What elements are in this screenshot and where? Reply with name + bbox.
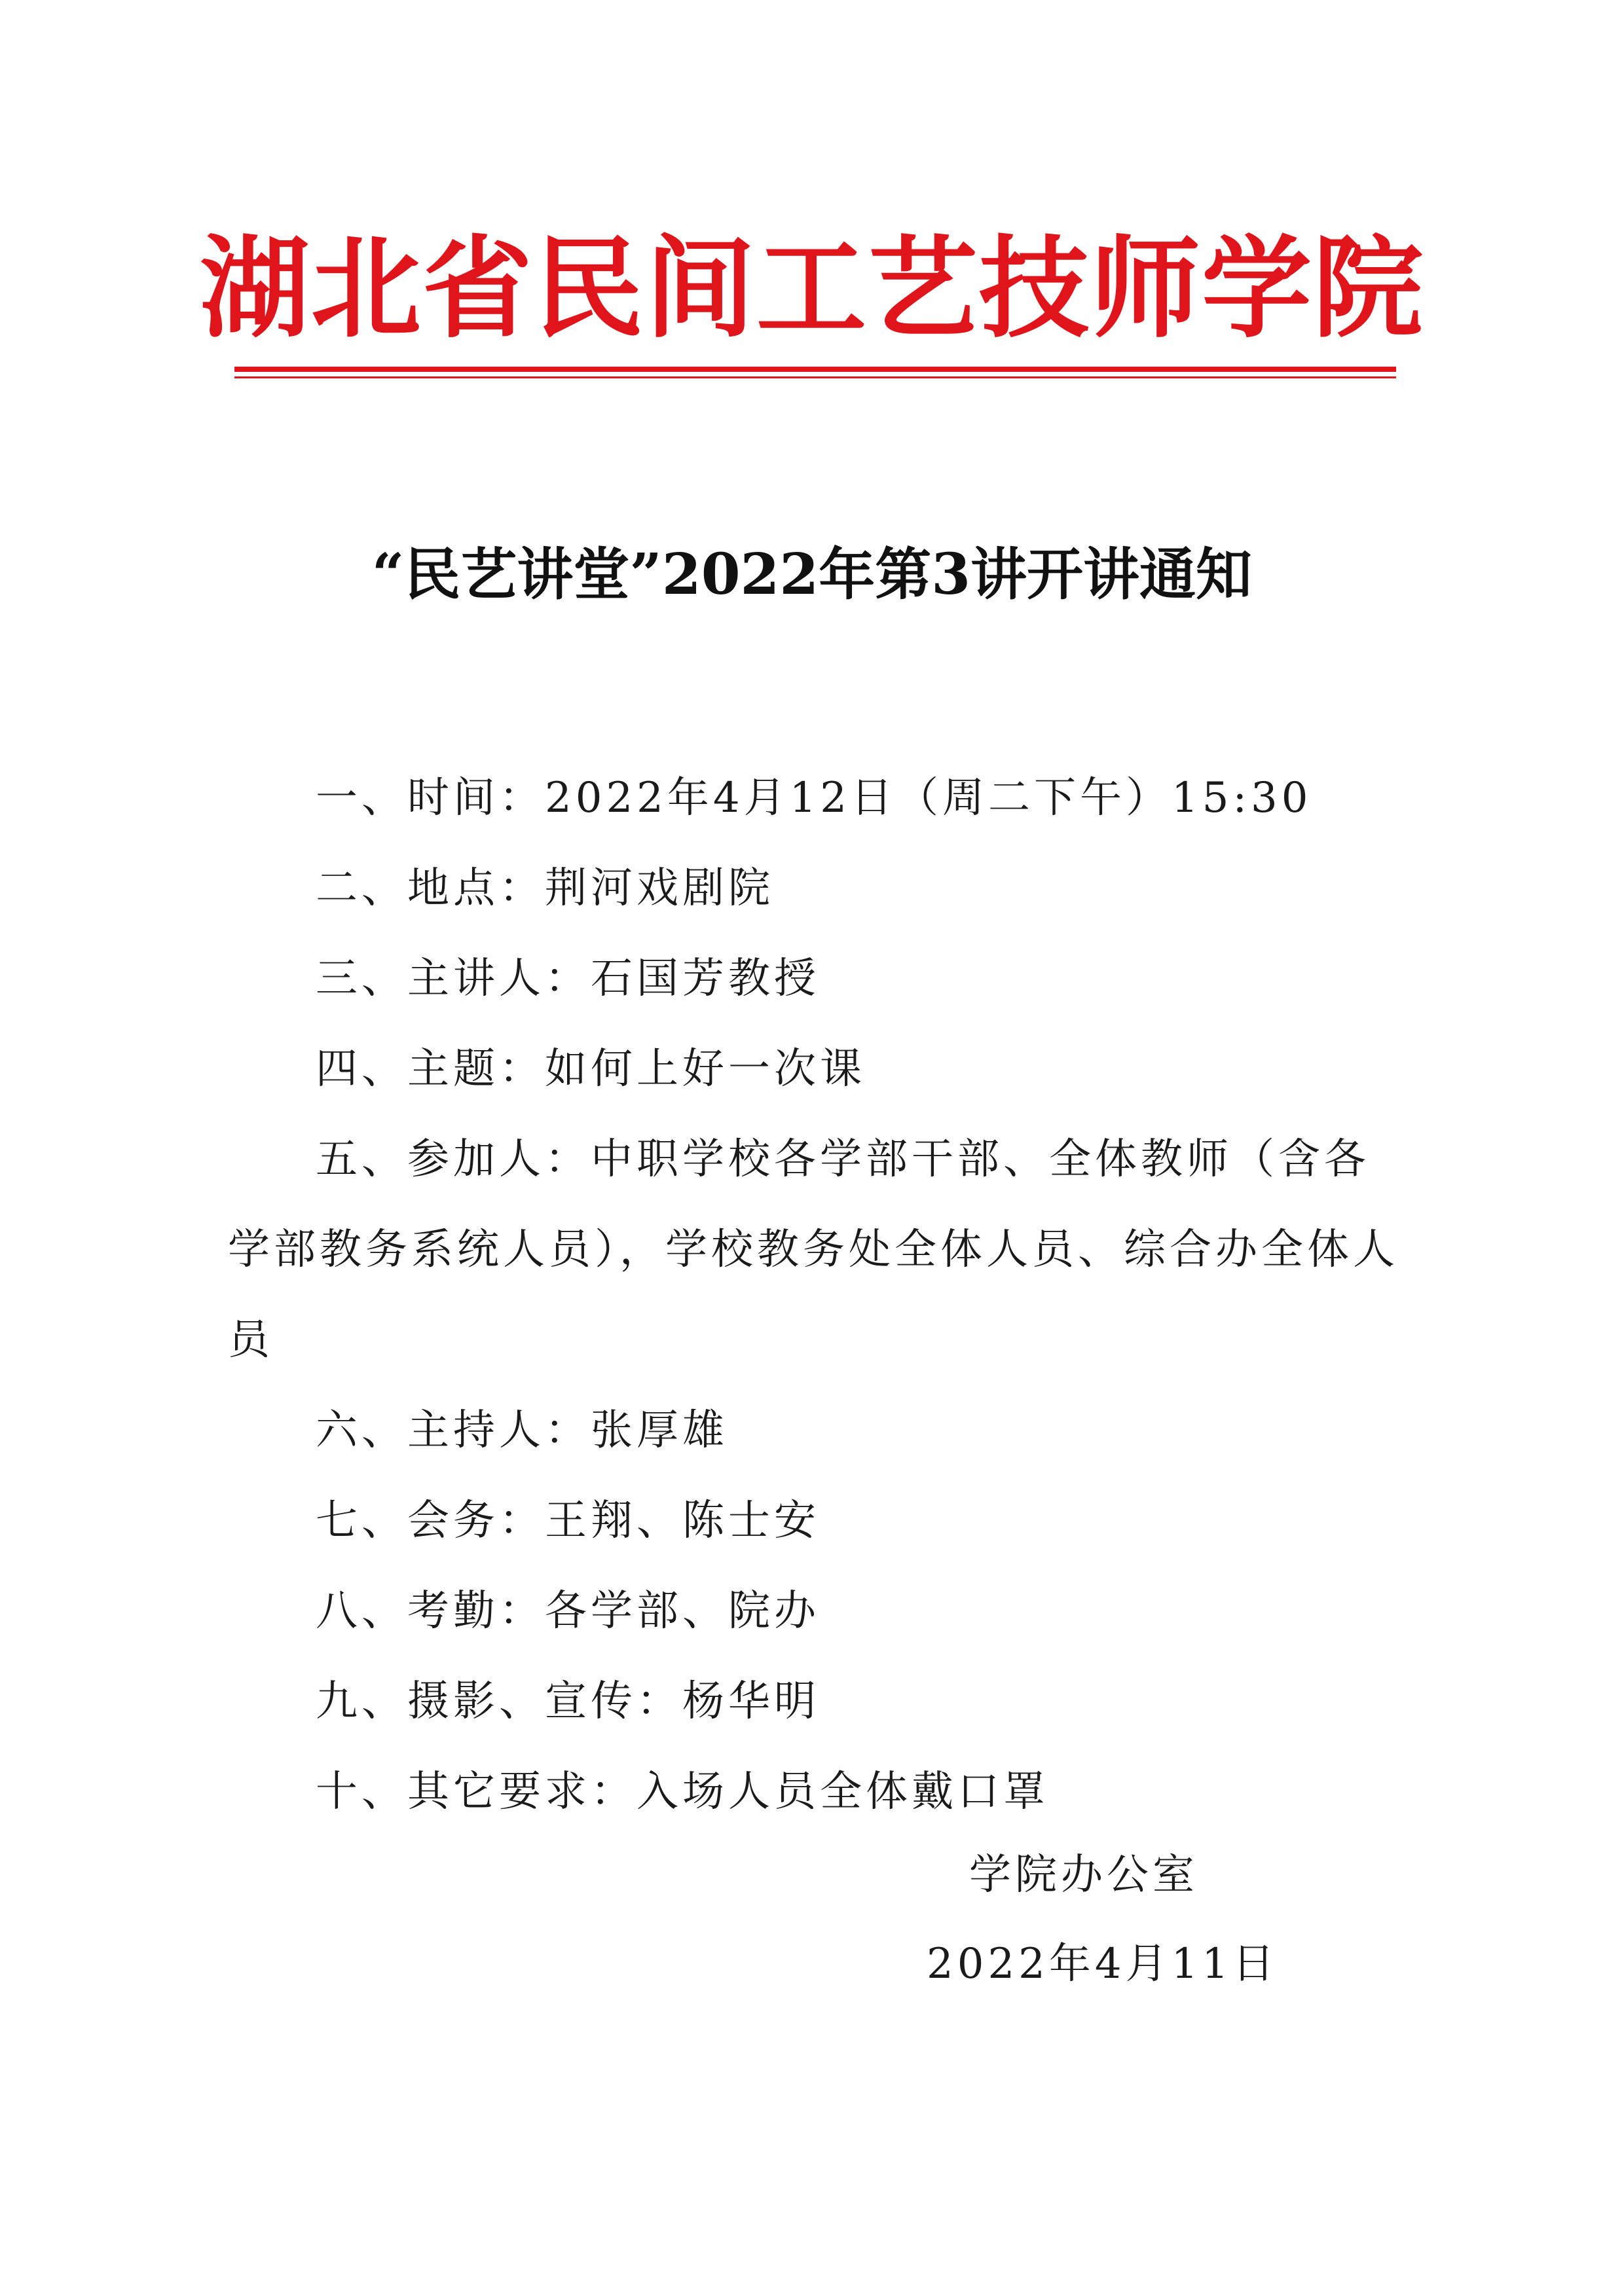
item-value: 2022年4月12日（周二下午）15:30	[545, 774, 1312, 822]
item-label: 二、地点：	[316, 864, 545, 913]
item-value: 石国芳教授	[591, 955, 820, 1003]
item-value: 荆河戏剧院	[545, 864, 774, 913]
item-label: 十、其它要求：	[316, 1768, 637, 1816]
item-label: 一、时间：	[316, 774, 545, 822]
item-value: 王翔、陈士安	[545, 1497, 820, 1545]
item-label: 七、会务：	[316, 1497, 545, 1545]
signature-office: 学院办公室	[969, 1851, 1198, 1899]
item-value: 张厚雄	[591, 1406, 728, 1455]
item-value: 如何上好一次课	[545, 1045, 866, 1093]
item-attendance	[228, 1566, 1413, 1656]
item-value: 中职学校各学部干部、全体教师（含各学部教务系统人员），学校教务处全体人员、综合办全体人员	[228, 1135, 1399, 1364]
item-label: 三、主讲人：	[316, 955, 591, 1003]
notice-items	[228, 753, 1413, 1837]
item-attendees	[228, 1114, 1413, 1385]
item-speaker	[228, 934, 1413, 1024]
letterhead-title: 湖北省民间工艺技师学院	[200, 223, 1424, 353]
item-location	[228, 843, 1413, 934]
item-label: 五、参加人：	[316, 1135, 591, 1184]
item-time	[228, 753, 1413, 843]
notice-title: “民艺讲堂”2022年第3讲开讲通知	[371, 541, 1253, 608]
item-value: 各学部、院办	[545, 1587, 820, 1635]
letterhead-rule-thin	[234, 376, 1396, 378]
letterhead-rule-thick	[234, 367, 1396, 372]
item-label: 九、摄影、宣传：	[316, 1677, 682, 1726]
signature-date: 2022年4月11日	[927, 1940, 1279, 1988]
item-value: 杨华明	[682, 1677, 820, 1726]
item-label: 六、主持人：	[316, 1406, 591, 1455]
item-affairs	[228, 1476, 1413, 1566]
item-label: 四、主题：	[316, 1045, 545, 1093]
item-label: 八、考勤：	[316, 1587, 545, 1635]
item-photography	[228, 1656, 1413, 1747]
item-requirements	[228, 1747, 1413, 1837]
item-topic	[228, 1024, 1413, 1114]
item-host	[228, 1385, 1413, 1476]
item-value: 入场人员全体戴口罩	[637, 1768, 1049, 1816]
